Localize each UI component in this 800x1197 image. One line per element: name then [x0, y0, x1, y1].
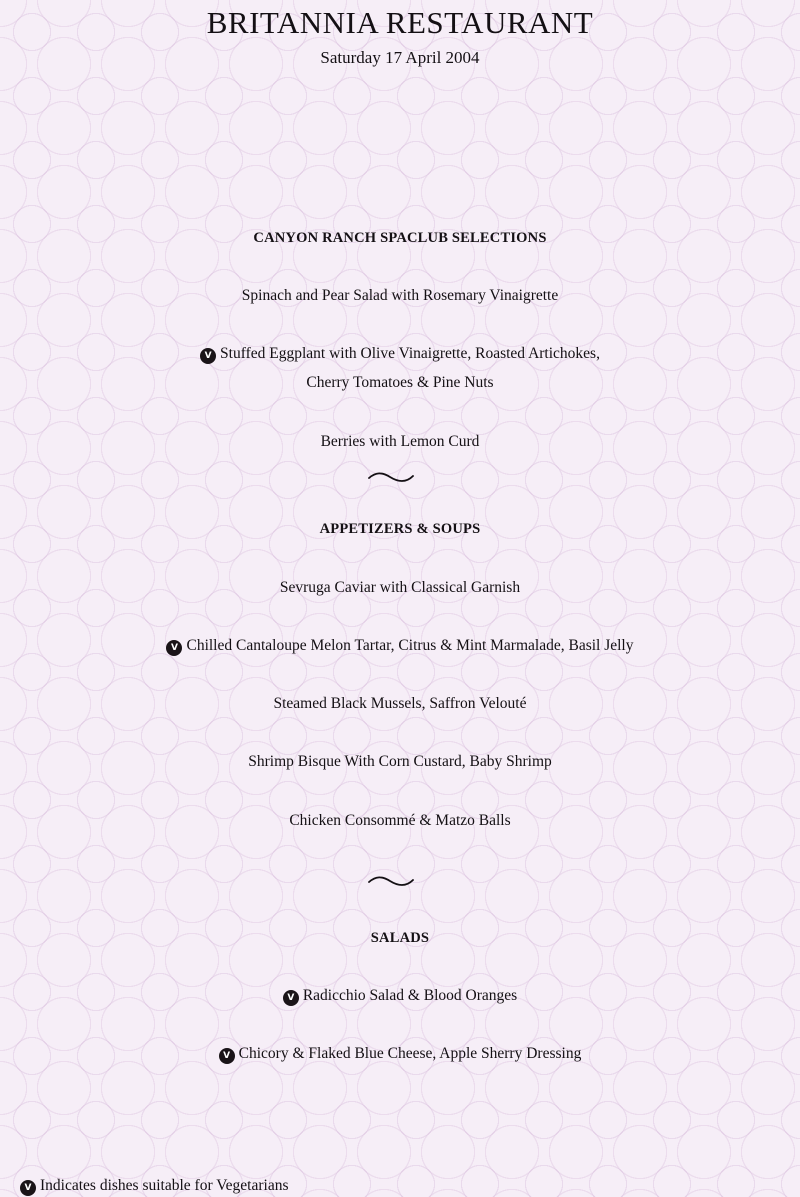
- menu-item: [0, 577, 800, 599]
- section-heading-salads: SALADS: [370, 930, 430, 946]
- menu-item-text: Berries with Lemon Curd: [320, 433, 480, 450]
- menu-item-continuation: [0, 372, 800, 394]
- menu-item-text: Steamed Black Mussels, Saffron Velouté: [273, 695, 527, 712]
- menu-item-text: Chilled Cantaloupe Melon Tartar, Citrus & Mint Marmalade, Basil Jelly: [186, 637, 634, 654]
- menu-item-text: Sevruga Caviar with Classical Garnish: [279, 579, 521, 596]
- menu-item-text: Spinach and Pear Salad with Rosemary Vinaigrette: [241, 287, 559, 304]
- menu-item: [0, 751, 800, 773]
- menu-date: Saturday 17 April 2004: [320, 48, 480, 67]
- menu-item-text: Chicken Consommé & Matzo Balls: [289, 812, 511, 829]
- restaurant-title: BRITANNIA RESTAURANT: [206, 5, 594, 40]
- menu-item: [0, 285, 800, 307]
- swash-divider-icon: [368, 471, 414, 485]
- menu-item: [0, 985, 800, 1007]
- menu-item: [0, 810, 800, 832]
- section-heading-spaclub: CANYON RANCH SPACLUB SELECTIONS: [253, 230, 547, 246]
- v-circle-icon: V: [200, 348, 216, 364]
- v-circle-icon: V: [20, 1180, 36, 1196]
- v-circle-icon: V: [219, 1048, 235, 1064]
- menu-item: [0, 635, 800, 657]
- menu-item-text: Stuffed Eggplant with Olive Vinaigrette, Roasted Artichokes,: [220, 345, 600, 362]
- menu-item: [0, 693, 800, 715]
- menu-item: [0, 1043, 800, 1065]
- vegetarian-footnote: [20, 1175, 289, 1197]
- swash-divider-icon: [368, 875, 414, 889]
- menu-item-text: Shrimp Bisque With Corn Custard, Baby Shrimp: [248, 753, 552, 770]
- section-heading-appetizers: APPETIZERS & SOUPS: [319, 521, 481, 537]
- menu-item: [0, 343, 800, 365]
- menu-item-text: Chicory & Flaked Blue Cheese, Apple Sherry Dressing: [238, 1045, 582, 1062]
- v-circle-icon: V: [166, 640, 182, 656]
- menu-item: [0, 431, 800, 453]
- footnote-text: Indicates dishes suitable for Vegetarians: [40, 1177, 289, 1194]
- menu-item-text: Cherry Tomatoes & Pine Nuts: [306, 374, 494, 391]
- menu-item-text: Radicchio Salad & Blood Oranges: [302, 987, 518, 1004]
- v-circle-icon: V: [283, 990, 299, 1006]
